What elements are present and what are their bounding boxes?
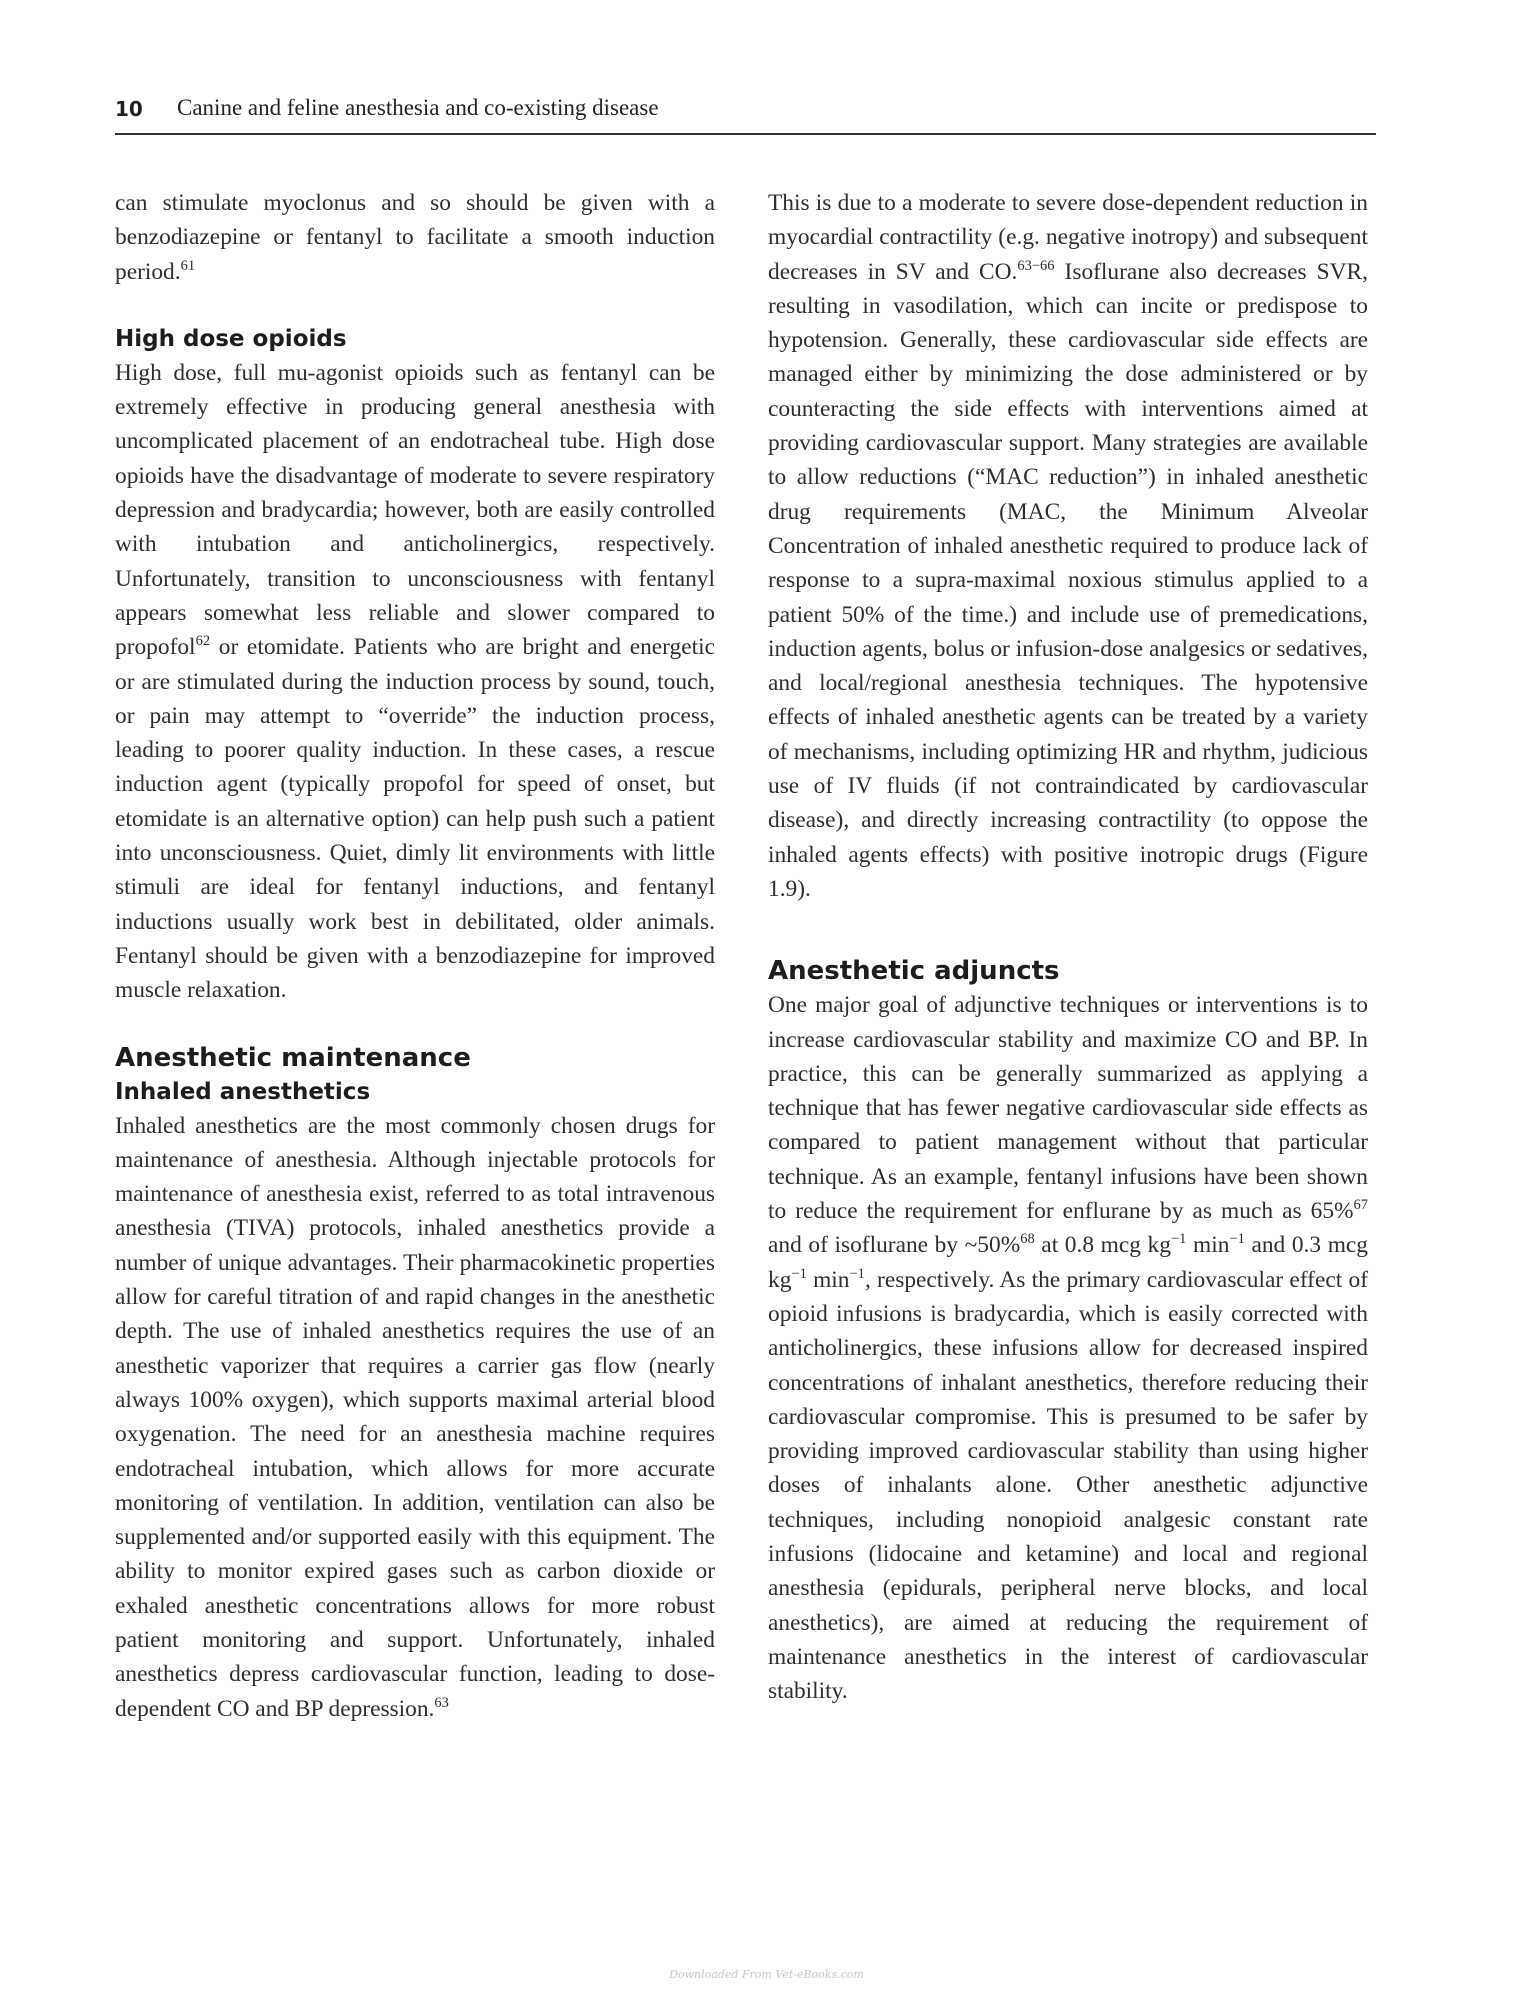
unit-exponent: −1 [1229, 1231, 1245, 1248]
unit-exponent: −1 [1170, 1231, 1187, 1248]
heading-inhaled-anesthetics: Inhaled anesthetics [115, 1078, 371, 1105]
heading-high-dose-opioids: High dose opioids [115, 325, 347, 352]
download-watermark: Downloaded From Vet-eBooks.com [669, 1968, 864, 1981]
paragraph-cardiovascular-effects: This is due to a moderate to severe dose-dependent reduction in myocardial contractility (e.g. negative inotropy) and subsequent decreases in SV and CO.$^{63-66}$ Isoflurane also decreases SVR, resulting in vasodilation, which can incite or predispose to hypotension. Generally, these cardiovascular side effects are managed either by minimizing the dose administered or by counteracting the side effects with interventions aimed at providing cardiovascular support. Many strategies are available to allow reductions (“MAC reduction”) in inhaled anesthetic drug requirements (MAC, the Minimum Alveolar Concentration of inhaled anesthetic required to produce lack of response to a supra-maximal noxious stimulus applied to a patient 50% of the time.) and include use of premedications, induction agents, bolus or infusion-dose analgesics or sedatives, and local/regional anesthesia techniques. The hypotensive effects of inhaled anesthetic agents can be treated by a variety of mechanisms, including optimizing HR and rhythm, judicious use of IV fluids (if not contraindicated by cardiovascular disease), and directly increasing contractility (to oppose the inhaled agents effects) with positive inotropic drugs (Figure 1.9). [768, 190, 1368, 902]
paragraph-high-dose-opioids: High dose, full mu-agonist opioids such as fentanyl can be extremely effective in producing general anesthesia with uncomplicated placement of an endotracheal tube. High dose opioids have the disadvantage of moderate to severe respiratory depression and bradycardia; however, both are easily controlled with intubation and anticholinergics, respectively. Unfortunately, transition to unconsciousness with fentanyl appears somewhat less reliable and slower compared to propofol$^{62}$ or etomidate. Patients who are bright and energetic or are stimulated during the induction process by sound, touch, or pain may attempt to “override” the induction process, leading to poorer quality induction. In these cases, a rescue induction agent (typically propofol for speed of onset, but etomidate is an alternative option) can help push such a patient into unconsciousness. Quiet, dimly lit environments with little stimuli are ideal for fentanyl inductions, and fentanyl inductions usually work best in debilitated, older animals. Fentanyl should be given with a benzodiazepine for improved muscle relaxation. [115, 359, 715, 1004]
right-column [768, 186, 1368, 1708]
paragraph-intro: can stimulate myoclonus and so should be given with a benzodiazepine or fentanyl to facilitate a smooth induction period.$^{61}$ [115, 190, 715, 285]
paragraph-anesthetic-adjuncts: One major goal of adjunctive techniques or interventions is to increase cardiovascular stability and maximize CO and BP. In practice, this can be generally summarized as applying a technique that has fewer negative cardiovascular side effects as compared to patient management without that particular technique. As an example, fentanyl infusions have been shown to reduce the requirement for enflurane by as much as 65%$^{67}$ and of isoflurane by ~50%$^{68}$ at 0.8 mcg $kg^{-1}$ $\min^{-1}$ and 0.3 mcg $kg^{-1}$ $\min^{-1}$, respectively. As the primary cardiovascular effect of opioid infusions is bradycardia, which is easily corrected with anticholinergics, these infusions allow for decreased inspired concentrations of inhalant anesthetics, therefore reducing their cardiovascular compromise. This is presumed to be safer by providing improved cardiovascular stability than using higher doses of inhalants alone. Other anesthetic adjunctive techniques, including nonopioid analgesic constant rate infusions (lidocaine and ketamine) and local and regional anesthesia (epidurals, peripheral nerve blocks, and local anesthetics), are aimed at reducing the requirement of maintenance anesthetics in the interest of cardiovascular stability. [768, 992, 1368, 1705]
citation: 63−66 [1017, 257, 1055, 274]
paragraph-inhaled-anesthetics: Inhaled anesthetics are the most commonly chosen drugs for maintenance of anesthesia. Although injectable protocols for maintenance of anesthesia exist, referred to as total intravenous anesthesia (TIVA) protocols, inhaled anesthetics provide a number of unique advantages. Their pharmacokinetic properties allow for careful titration of and rapid changes in the anesthetic depth. The use of inhaled anesthetics requires the use of an anesthetic vaporizer that requires a carrier gas flow (nearly always 100% oxygen), which supports maximal arterial blood oxygenation. The need for an anesthesia machine requires endotracheal intubation, which allows for more accurate monitoring of ventilation. In addition, ventilation can also be supplemented and/or supported easily with this equipment. The ability to monitor expired gases such as carbon dioxide or exhaled anesthetic concentrations allows for more robust patient monitoring and support. Unfortunately, inhaled anesthetics depress cardiovascular function, leading to dose-dependent CO and BP depression.$^{63}$ [115, 1112, 715, 1722]
running-title: Canine and feline anesthesia and co-existing disease [177, 95, 659, 120]
citation: 67 [1353, 1197, 1368, 1214]
left-column [115, 186, 715, 1726]
unit-exponent: −1 [849, 1265, 865, 1282]
citation: 61 [180, 257, 196, 274]
citation: 63 [434, 1694, 449, 1711]
running-header [115, 95, 1376, 135]
page-number: 10 [115, 97, 143, 121]
unit-exponent: −1 [791, 1265, 807, 1282]
citation: 68 [1020, 1231, 1035, 1248]
heading-anesthetic-maintenance: Anesthetic maintenance [115, 1042, 471, 1073]
heading-anesthetic-adjuncts: Anesthetic adjuncts [768, 956, 1060, 987]
citation: 62 [195, 633, 211, 650]
